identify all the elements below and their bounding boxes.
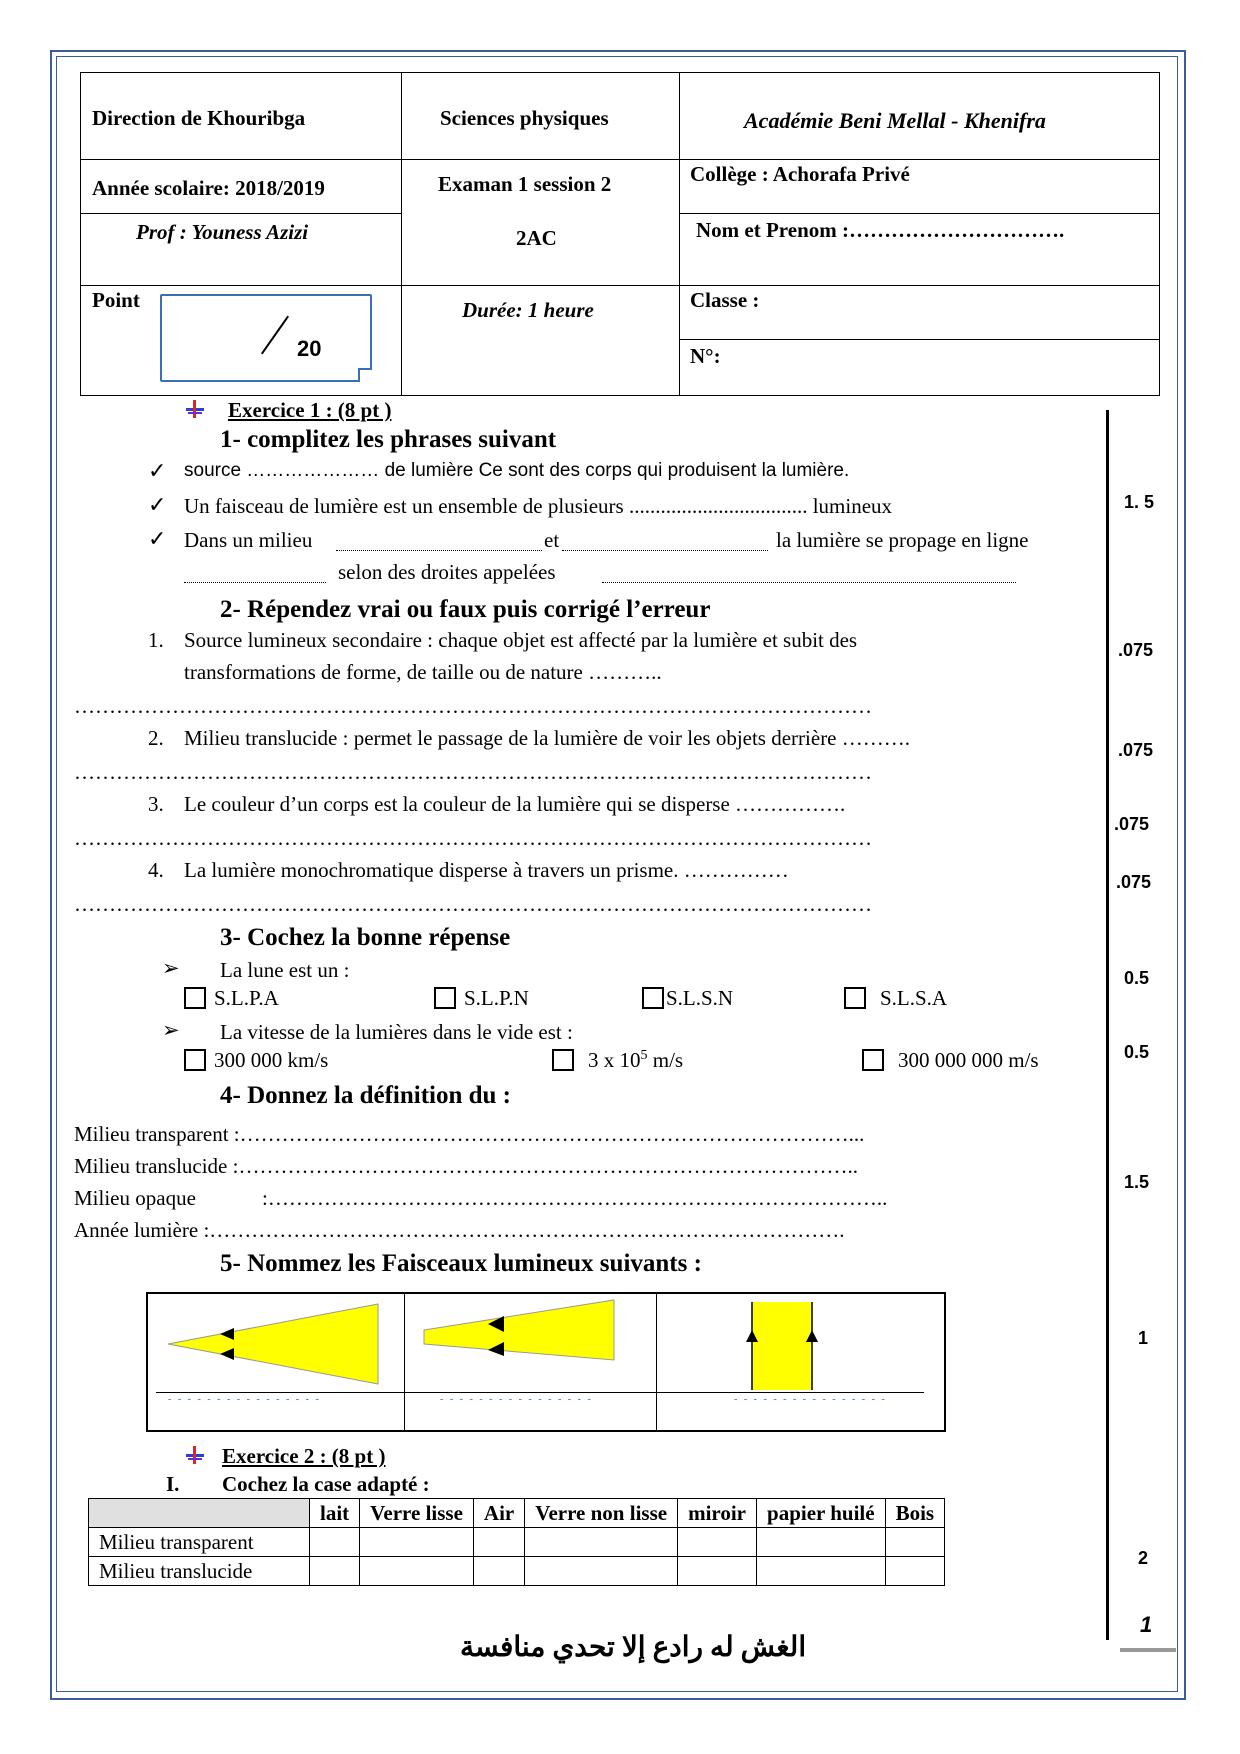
annee-label: Année scolaire: 2018/2019 bbox=[92, 176, 325, 200]
q2-item1a: Source lumineux secondaire : chaque objet est affecté par la lumière et subit des bbox=[184, 628, 858, 652]
table-cell[interactable] bbox=[885, 1528, 945, 1557]
blank-field[interactable] bbox=[562, 550, 768, 551]
option-label: S.L.P.N bbox=[464, 986, 529, 1010]
table-row bbox=[89, 1557, 945, 1586]
footer-rule bbox=[1120, 1648, 1176, 1652]
college-label: Collège : Achorafa Privé bbox=[690, 162, 910, 186]
prof-label: Prof : Youness Azizi bbox=[136, 220, 309, 244]
blank-field[interactable] bbox=[336, 550, 542, 551]
numero-field[interactable]: N°: bbox=[690, 344, 721, 368]
exercice1-title: Exercice 1 : (8 pt ) bbox=[228, 398, 392, 422]
option-speed-3[interactable] bbox=[862, 1048, 1039, 1073]
table-cell[interactable] bbox=[757, 1528, 886, 1557]
def-translucide[interactable]: Milieu translucide :…………………………………………………………………………….. bbox=[74, 1154, 858, 1178]
q2-item-number: 1. bbox=[148, 628, 164, 652]
beam-answer-3[interactable]: - - - - - - - - - - - - - - - - bbox=[734, 1394, 887, 1405]
q3-title: 3- Cochez la bonne répense bbox=[220, 924, 511, 951]
checkbox[interactable] bbox=[184, 1049, 206, 1071]
divergent-beam bbox=[168, 1304, 378, 1384]
check-icon: ✓ bbox=[148, 526, 167, 551]
check-icon: ✓ bbox=[148, 458, 167, 483]
q1-line4: selon des droites appelées bbox=[338, 560, 556, 584]
option-label: 3 x 10 bbox=[588, 1048, 641, 1072]
table-cell[interactable] bbox=[310, 1557, 360, 1586]
beam-drawings bbox=[148, 1294, 944, 1394]
col-bois: Bois bbox=[885, 1499, 945, 1528]
col-verre-lisse: Verre lisse bbox=[360, 1499, 474, 1528]
direction-label: Direction de Khouribga bbox=[92, 106, 306, 130]
classe-field[interactable]: Classe : bbox=[690, 288, 760, 312]
checkbox[interactable] bbox=[844, 987, 866, 1009]
checkbox[interactable] bbox=[434, 987, 456, 1009]
beams-table bbox=[146, 1292, 946, 1432]
table-cell[interactable] bbox=[360, 1557, 474, 1586]
col-verre-non-lisse: Verre non lisse bbox=[525, 1499, 678, 1528]
option-speed-1[interactable] bbox=[184, 1048, 328, 1073]
points-q4: 1.5 bbox=[1124, 1172, 1150, 1192]
option-slpa[interactable] bbox=[184, 986, 279, 1011]
q3-speed-question: La vitesse de la lumières dans le vide est : bbox=[220, 1020, 573, 1044]
q1-line3-start: Dans un milieu bbox=[184, 528, 313, 552]
col-miroir: miroir bbox=[678, 1499, 757, 1528]
exercise-arrow-icon bbox=[186, 1446, 204, 1464]
beam-answer-1[interactable]: - - - - - - - - - - - - - - - - bbox=[168, 1394, 321, 1405]
check-icon: ✓ bbox=[148, 492, 167, 517]
option-slsn[interactable] bbox=[642, 986, 733, 1011]
score-slash bbox=[261, 316, 289, 355]
q1-line1: source ………………… de lumière Ce sont des corps qui produisent la lumière. bbox=[184, 460, 850, 481]
col-papier-huile: papier huilé bbox=[757, 1499, 886, 1528]
points-q2-3: .075 bbox=[1114, 814, 1150, 834]
table-cell[interactable] bbox=[885, 1557, 945, 1586]
option-label: 300 000 000 m/s bbox=[898, 1048, 1039, 1072]
option-label: S.L.S.N bbox=[666, 986, 734, 1010]
table-cell[interactable] bbox=[310, 1528, 360, 1557]
checkbox[interactable] bbox=[184, 987, 206, 1009]
def-opaque[interactable]: :…………………………………………………………………………….. bbox=[262, 1186, 888, 1210]
points-q1: 1. 5 bbox=[1124, 492, 1155, 512]
beam-answer-2[interactable]: - - - - - - - - - - - - - - - - bbox=[440, 1394, 593, 1405]
exercice2-sub-num: I. bbox=[166, 1472, 180, 1496]
points-q3-speed: 0.5 bbox=[1124, 1042, 1150, 1062]
q1-line3-mid: et bbox=[544, 528, 560, 552]
table-cell[interactable] bbox=[473, 1557, 524, 1586]
answer-line[interactable]: …………………………………………………………………………………………………… bbox=[74, 826, 872, 850]
arrow-bullet-icon: ➢ bbox=[162, 956, 180, 980]
score-box[interactable] bbox=[160, 294, 372, 382]
points-margin-line bbox=[1106, 410, 1109, 1640]
footer-motto: الغش له رادع إلا تحدي منافسة bbox=[460, 1632, 807, 1663]
table-cell[interactable] bbox=[525, 1557, 678, 1586]
q2-item-number: 4. bbox=[148, 858, 164, 882]
level-label: 2AC bbox=[516, 226, 557, 250]
q4-title: 4- Donnez la définition du : bbox=[220, 1082, 512, 1109]
table-cell[interactable] bbox=[473, 1528, 524, 1557]
blank-field[interactable] bbox=[602, 582, 1016, 583]
points-q2-2: .075 bbox=[1118, 740, 1154, 760]
exercice2-sub-title: Cochez la case adapté : bbox=[222, 1472, 430, 1496]
def-opaque-label: Milieu opaque bbox=[74, 1186, 196, 1210]
nom-field[interactable]: Nom et Prenom :…………………………. bbox=[696, 218, 1065, 242]
subject-label: Sciences physiques bbox=[440, 106, 609, 130]
option-label: S.L.P.A bbox=[214, 986, 279, 1010]
col-air: Air bbox=[473, 1499, 524, 1528]
duree-label: Durée: 1 heure bbox=[462, 298, 594, 322]
score-corner-fold bbox=[358, 368, 372, 382]
option-label: 300 000 km/s bbox=[214, 1048, 329, 1072]
point-label: Point bbox=[92, 288, 140, 312]
points-q2-4: .075 bbox=[1116, 872, 1152, 892]
def-transparent[interactable]: Milieu transparent :……………………………………………………………………………... bbox=[74, 1122, 865, 1146]
col-lait: lait bbox=[310, 1499, 360, 1528]
table-cell[interactable] bbox=[360, 1528, 474, 1557]
answer-line[interactable]: …………………………………………………………………………………………………… bbox=[74, 694, 872, 718]
table-cell[interactable] bbox=[678, 1528, 757, 1557]
q2-item-number: 3. bbox=[148, 792, 164, 816]
convergent-beam bbox=[424, 1300, 614, 1360]
q5-title: 5- Nommez les Faisceaux lumineux suivants : bbox=[220, 1250, 702, 1277]
checkbox[interactable] bbox=[862, 1049, 884, 1071]
academie-label: Académie Beni Mellal - Khenifra bbox=[744, 108, 1046, 133]
q3-moon-question: La lune est un : bbox=[220, 958, 350, 982]
table-header-empty bbox=[89, 1499, 310, 1528]
points-exercice2: 2 bbox=[1138, 1548, 1149, 1568]
table-cell[interactable] bbox=[525, 1528, 678, 1557]
checkbox[interactable] bbox=[552, 1049, 574, 1071]
option-speed-2[interactable] bbox=[552, 1048, 683, 1073]
q2-item3: Le couleur d’un corps est la couleur de la lumière qui se disperse ……………. bbox=[184, 792, 846, 816]
q1-line3-end: la lumière se propage en ligne bbox=[776, 528, 1029, 552]
score-total: 20 bbox=[297, 336, 322, 361]
q2-item-number: 2. bbox=[148, 726, 164, 750]
row-label: Milieu translucide bbox=[89, 1557, 310, 1586]
option-label: S.L.S.A bbox=[880, 986, 948, 1010]
exercice2-title: Exercice 2 : (8 pt ) bbox=[222, 1444, 386, 1468]
points-q2-1: .075 bbox=[1118, 640, 1154, 660]
def-annee-lumiere[interactable]: Année lumière :………………………………………………………………………………. bbox=[74, 1218, 845, 1242]
q2-item1b: transformations de forme, de taille ou de nature ……….. bbox=[184, 660, 662, 684]
table-row bbox=[89, 1528, 945, 1557]
option-unit: m/s bbox=[647, 1048, 684, 1072]
q2-title: 2- Répendez vrai ou faux puis corrigé l’erreur bbox=[220, 596, 711, 623]
media-table bbox=[88, 1498, 945, 1586]
arrow-bullet-icon: ➢ bbox=[162, 1018, 180, 1042]
exercise-arrow-icon bbox=[186, 400, 204, 418]
points-q3-moon: 0.5 bbox=[1124, 968, 1150, 988]
page-number: 1 bbox=[1140, 1612, 1153, 1637]
table-cell[interactable] bbox=[678, 1557, 757, 1586]
checkbox[interactable] bbox=[642, 987, 664, 1009]
answer-line[interactable]: …………………………………………………………………………………………………… bbox=[74, 892, 872, 916]
option-exponent: 5 bbox=[640, 1048, 648, 1063]
exam-label: Examan 1 session 2 bbox=[438, 172, 612, 196]
option-slpn[interactable] bbox=[434, 986, 529, 1011]
table-cell[interactable] bbox=[757, 1557, 886, 1586]
row-label: Milieu transparent bbox=[89, 1528, 310, 1557]
answer-line[interactable]: …………………………………………………………………………………………………… bbox=[74, 760, 872, 784]
option-slsa[interactable] bbox=[844, 986, 947, 1011]
points-q5: 1 bbox=[1138, 1328, 1149, 1348]
q2-item4: La lumière monochromatique disperse à travers un prisme. …………… bbox=[184, 858, 789, 882]
blank-field[interactable] bbox=[184, 582, 326, 583]
parallel-beam bbox=[752, 1302, 812, 1390]
q2-item2: Milieu translucide : permet le passage de la lumière de voir les objets derrière ………. bbox=[184, 726, 911, 750]
q1-line2: Un faisceau de lumière est un ensemble de plusieurs .................................. lumineux bbox=[184, 494, 893, 518]
q1-title: 1- complitez les phrases suivant bbox=[220, 426, 557, 453]
